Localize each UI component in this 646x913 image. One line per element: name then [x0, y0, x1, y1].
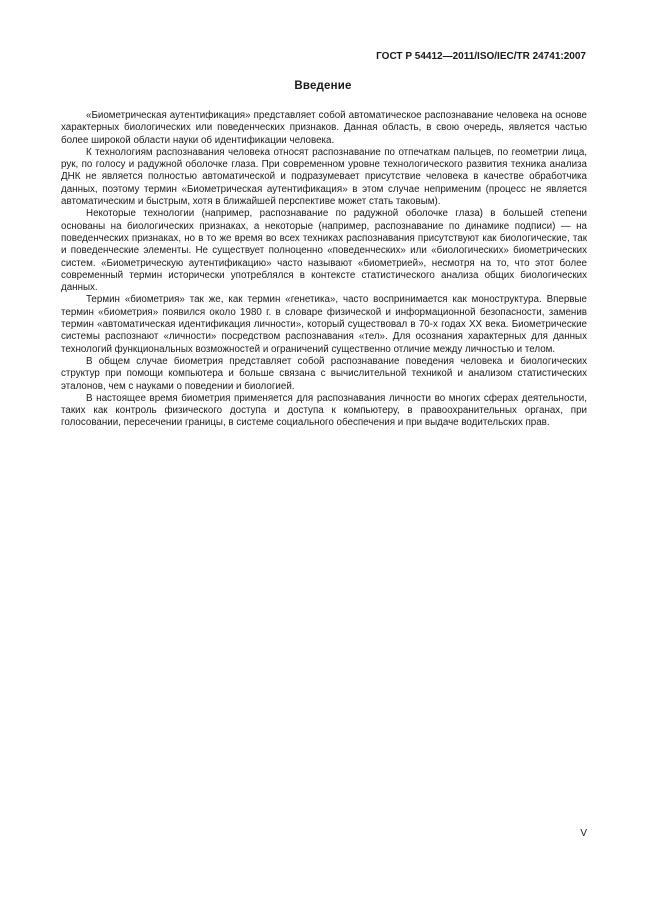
page-number: V: [580, 828, 587, 839]
section-title: Введение: [294, 80, 352, 92]
body-text: [61, 110, 587, 430]
paragraph: К технологиям распознавания человека относят распознавание по отпечаткам пальцев, по геометрии лица, рук, по голосу и радужной оболочке глаза. При современном уровне технологического развития техника анализа ДНК не является полностью автоматической и подразумевает присутствие человека в качестве обработчика данных, поэтому термин «Биометрическая аутентификация» в этом случае неприменим (процесс не является автоматическим и быстрым, хотя в ближайшей перспективе может стать таковым).: [61, 146, 587, 208]
standard-header: ГОСТ Р 54412—2011/ISO/IEC/TR 24741:2007: [376, 51, 586, 62]
paragraph: «Биометрическая аутентификация» представляет собой автоматическое распознавание человека на основе характерных биологических или поведенческих признаков. Данная область, в свою очередь, является частью более широкой области науки об идентификации человека.: [61, 110, 587, 146]
paragraph: Термин «биометрия» так же, как термин «генетика», часто воспринимается как моноструктура. Впервые термин «биометрия» появился около 1980 г. в словаре физической и информационной безопасности, заменив термин «автоматическая идентификация личности», который существовал в 70-х годах XX века. Биометрические системы распознают «личности» посредством распознавания «тел». Для осознания характерных для данных технологий функциональных возможностей и ограничений существенно отличие между личностью и телом.: [61, 294, 587, 355]
paragraph: В настоящее время биометрия применяется для распознавания личности во многих сферах деятельности, таких как контроль физического доступа и доступа к компьютеру, в правоохранительных органах, при голосовании, пересечении границы, в системе социального обеспечения и при выдаче водительских прав.: [61, 392, 587, 429]
paragraph: Некоторые технологии (например, распознавание по радужной оболочке глаза) в большей степени основаны на биологических признаках, а некоторые (например, распознавание по динамике подписи) — на поведенческих признаках, но в то же время во всех техниках распознавания присутствуют как биологические, так и поведенческие элементы. Не существует полноценно «поведенческих» или «биологических» биометрических систем. «Биометрическую аутентификацию» часто называют «биометрией», несмотря на то, что этот более современный термин исторически употреблялся в контексте статистического анализа общих биологических данных.: [61, 208, 587, 294]
paragraph: В общем случае биометрия представляет собой распознавание поведения человека и биологических структур при помощи компьютера и больше связана с вычислительной техникой и анализом статистических эталонов, чем с науками о поведении и биологией.: [61, 355, 587, 392]
